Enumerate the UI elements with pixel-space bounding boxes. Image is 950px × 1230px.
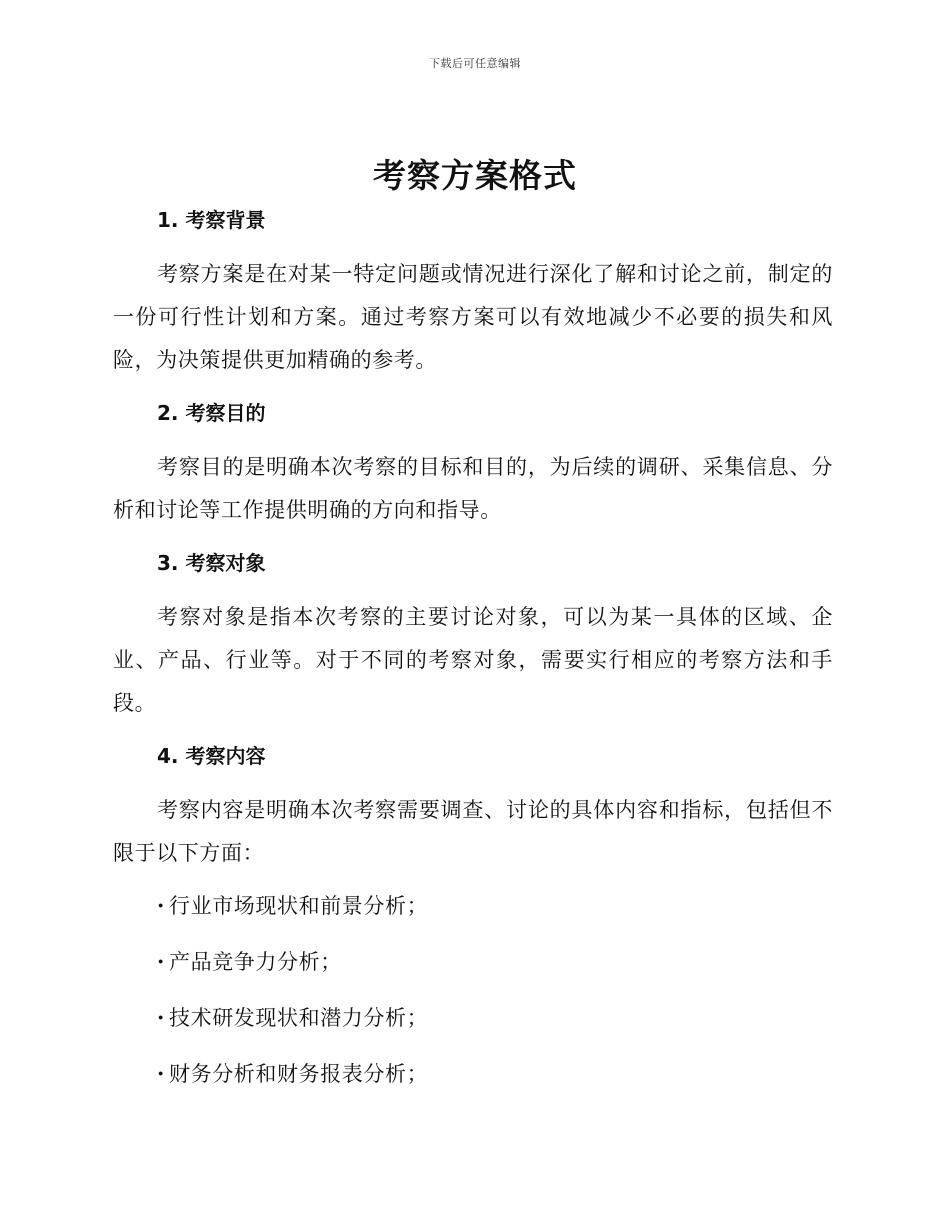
section-paragraph: 考察内容是明确本次考察需要调查、讨论的具体内容和指标，包括但不限于以下方面： <box>113 798 833 865</box>
document-title: 考察方案格式 <box>373 156 577 195</box>
section-heading: 2. 考察目的 <box>157 401 266 425</box>
document-body <box>113 198 833 1108</box>
bullet-marker: · <box>157 1061 165 1086</box>
section-object <box>113 541 833 725</box>
bullet-text: 产品竞争力分析； <box>169 950 342 974</box>
list-item <box>157 884 833 928</box>
bullet-text: 行业市场现状和前景分析； <box>169 894 429 918</box>
list-item <box>157 996 833 1040</box>
bullet-text: 技术研发现状和潜力分析； <box>169 1006 429 1030</box>
section-heading: 1. 考察背景 <box>157 208 266 232</box>
section-paragraph: 考察对象是指本次考察的主要讨论对象，可以为某一具体的区域、企业、产品、行业等。对于不同的考察对象，需要实行相应的考察方法和手段。 <box>113 605 833 715</box>
section-heading: 4. 考察内容 <box>157 744 266 768</box>
bullet-marker: · <box>157 1005 165 1030</box>
section-purpose <box>113 391 833 532</box>
section-heading: 3. 考察对象 <box>157 551 266 575</box>
section-background <box>113 198 833 382</box>
bullet-text: 财务分析和财务报表分析； <box>169 1062 429 1086</box>
list-item <box>157 940 833 984</box>
bullet-marker: · <box>157 893 165 918</box>
bullet-list <box>113 884 833 1096</box>
list-item <box>157 1052 833 1096</box>
section-paragraph: 考察方案是在对某一特定问题或情况进行深化了解和讨论之前，制定的一份可行性计划和方案。通过考察方案可以有效地减少不必要的损失和风险，为决策提供更加精确的参考。 <box>113 262 833 372</box>
header-note: 下载后可任意编辑 <box>429 57 521 70</box>
section-paragraph: 考察目的是明确本次考察的目标和目的，为后续的调研、采集信息、分析和讨论等工作提供明确的方向和指导。 <box>113 455 833 522</box>
bullet-marker: · <box>157 949 165 974</box>
section-content <box>113 734 833 875</box>
